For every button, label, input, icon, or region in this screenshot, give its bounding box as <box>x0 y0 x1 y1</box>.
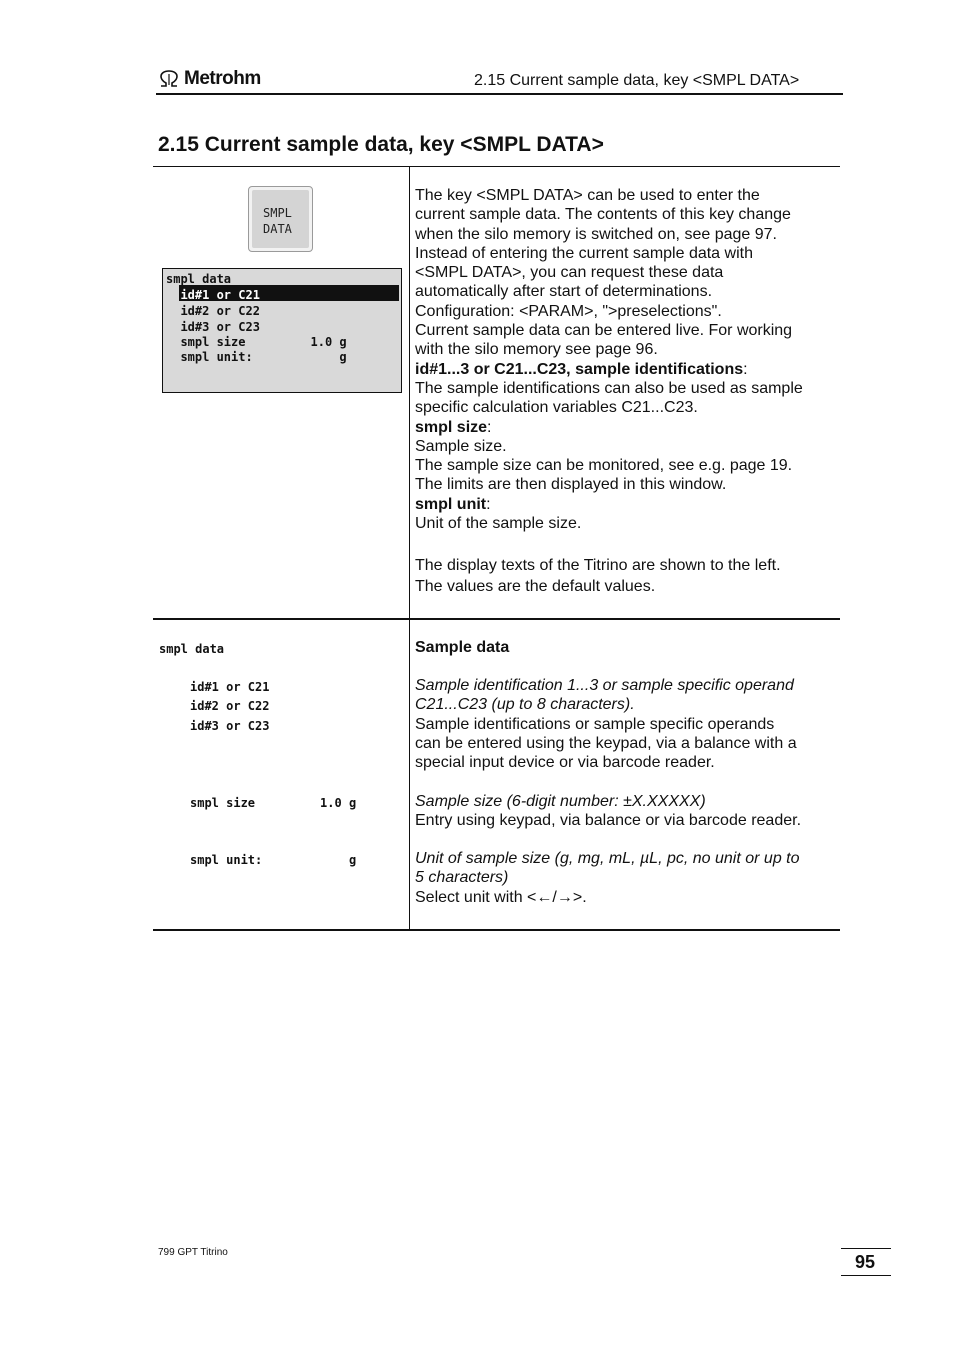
page-number-rule-top <box>841 1248 891 1249</box>
intro-line: Configuration: <PARAM>, ">preselections". <box>415 302 722 320</box>
size-line: Sample size. <box>415 437 507 455</box>
intro-line: automatically after start of determinations. <box>415 283 713 301</box>
page-title: 2.15 Current sample data, key <SMPL DATA> <box>158 133 604 156</box>
smpl-data-key-icon <box>248 186 313 252</box>
table-bottom-rule <box>153 929 840 931</box>
param-id-line: id#3 or C23 <box>190 719 270 733</box>
page-number-rule-bottom <box>841 1275 891 1276</box>
size-desc-line: Entry using keypad, via balance or via barcode reader. <box>415 812 802 830</box>
unit-desc-italic-line: 5 characters) <box>415 869 509 887</box>
logo-text: Metrohm <box>184 68 261 89</box>
titrino-display <box>162 268 402 393</box>
id-description <box>415 676 797 772</box>
header-rule <box>156 93 843 95</box>
display-line-selected: id#1 or C21 <box>166 288 260 302</box>
size-line: The sample size can be monitored, see e.g. page 19. <box>415 457 793 475</box>
row-divider <box>153 618 840 620</box>
unit-heading: smpl unit <box>415 495 487 513</box>
column-divider <box>409 166 410 930</box>
header-section-ref: 2.15 Current sample data, key <SMPL DATA> <box>474 72 800 89</box>
display-line: id#2 or C22 <box>166 304 260 318</box>
metrohm-omega-icon <box>158 70 180 88</box>
id-desc-line: special input device or via barcode reader. <box>415 754 715 772</box>
table-top-rule <box>153 166 840 167</box>
id-desc-line: can be entered using the keypad, via a balance with a <box>415 734 797 752</box>
display-line: smpl data <box>166 272 232 286</box>
note-line-1: The display texts of the Titrino are shown to the left. <box>415 557 781 574</box>
display-line: smpl size 1.0 g <box>166 335 347 349</box>
id-desc-italic-line: Sample identification 1...3 or sample specific operand <box>415 677 794 694</box>
id-heading: id#1...3 or C21...C23, sample identifications <box>415 360 744 378</box>
id-line: specific calculation variables C21...C23. <box>415 399 698 417</box>
unit-desc-italic-line: Unit of sample size (g, mg, mL, µL, pc, no unit or up to <box>415 850 800 867</box>
size-heading: smpl size <box>415 418 488 436</box>
display-line: id#3 or C23 <box>166 320 260 334</box>
id-line: The sample identifications can also be used as sample <box>415 379 803 397</box>
intro-line: Current sample data can be entered live. For working <box>415 322 793 340</box>
unit-description <box>415 849 800 907</box>
intro-line: when the silo memory is switched on, see page 97. <box>415 225 777 243</box>
param-header-left: smpl data <box>159 642 225 656</box>
param-size-line: smpl size 1.0 g <box>190 796 357 810</box>
unit-line: Unit of the sample size. <box>415 515 582 533</box>
size-description <box>415 792 801 831</box>
id-desc-line: Sample identifications or sample specific operands <box>415 715 775 733</box>
key-label-line2: DATA <box>263 222 292 236</box>
size-line: The limits are then displayed in this window. <box>415 476 727 494</box>
id-desc-italic-line: C21...C23 (up to 8 characters). <box>415 696 635 714</box>
size-desc-italic-line: Sample size (6-digit number: ±X.XXXXX) <box>415 793 706 810</box>
note-line-2: The values are the default values. <box>415 578 656 595</box>
unit-desc-line: Select unit with <←/→>. <box>415 888 587 906</box>
key-label-line1: SMPL <box>263 206 292 220</box>
intro-line: with the silo memory see page 96. <box>415 341 658 359</box>
page-number: 95 <box>855 1252 876 1272</box>
intro-line: Instead of entering the current sample data with <box>415 244 753 262</box>
param-unit-line: smpl unit: g <box>190 853 357 867</box>
display-line: smpl unit: g <box>166 350 347 364</box>
intro-line: <SMPL DATA>, you can request these data <box>415 264 724 282</box>
footer-product: 799 GPT Titrino <box>158 1247 228 1258</box>
intro-line: current sample data. The contents of this key change <box>415 206 791 224</box>
param-id-line: id#1 or C21 <box>190 680 270 694</box>
param-id-line: id#2 or C22 <box>190 699 270 713</box>
param-header-right: Sample data <box>415 639 510 656</box>
intro-paragraph: The key <SMPL DATA> can be used to enter the current sample data. The contents of this key change when the silo memory is switched on, see page 97. Instead of entering the current sample data with <SMPL DATA>, you can request these data automatically after start of determinations. Configuration: <PARAM>, ">preselections". Current sample data can be entered live. For working with the silo memory see page 96. id#1...3 or C21...C23, sample identifications: The sample identifications can also be used as sample specific calculation variables C21...C23. smpl size: Sample size. The sample size can be monitored, see e.g. page 19. The limits are then displayed in this window. smpl unit: Unit of the sample size. <box>415 187 803 533</box>
intro-line: The key <SMPL DATA> can be used to enter the <box>415 187 760 204</box>
metrohm-logo <box>158 68 261 90</box>
